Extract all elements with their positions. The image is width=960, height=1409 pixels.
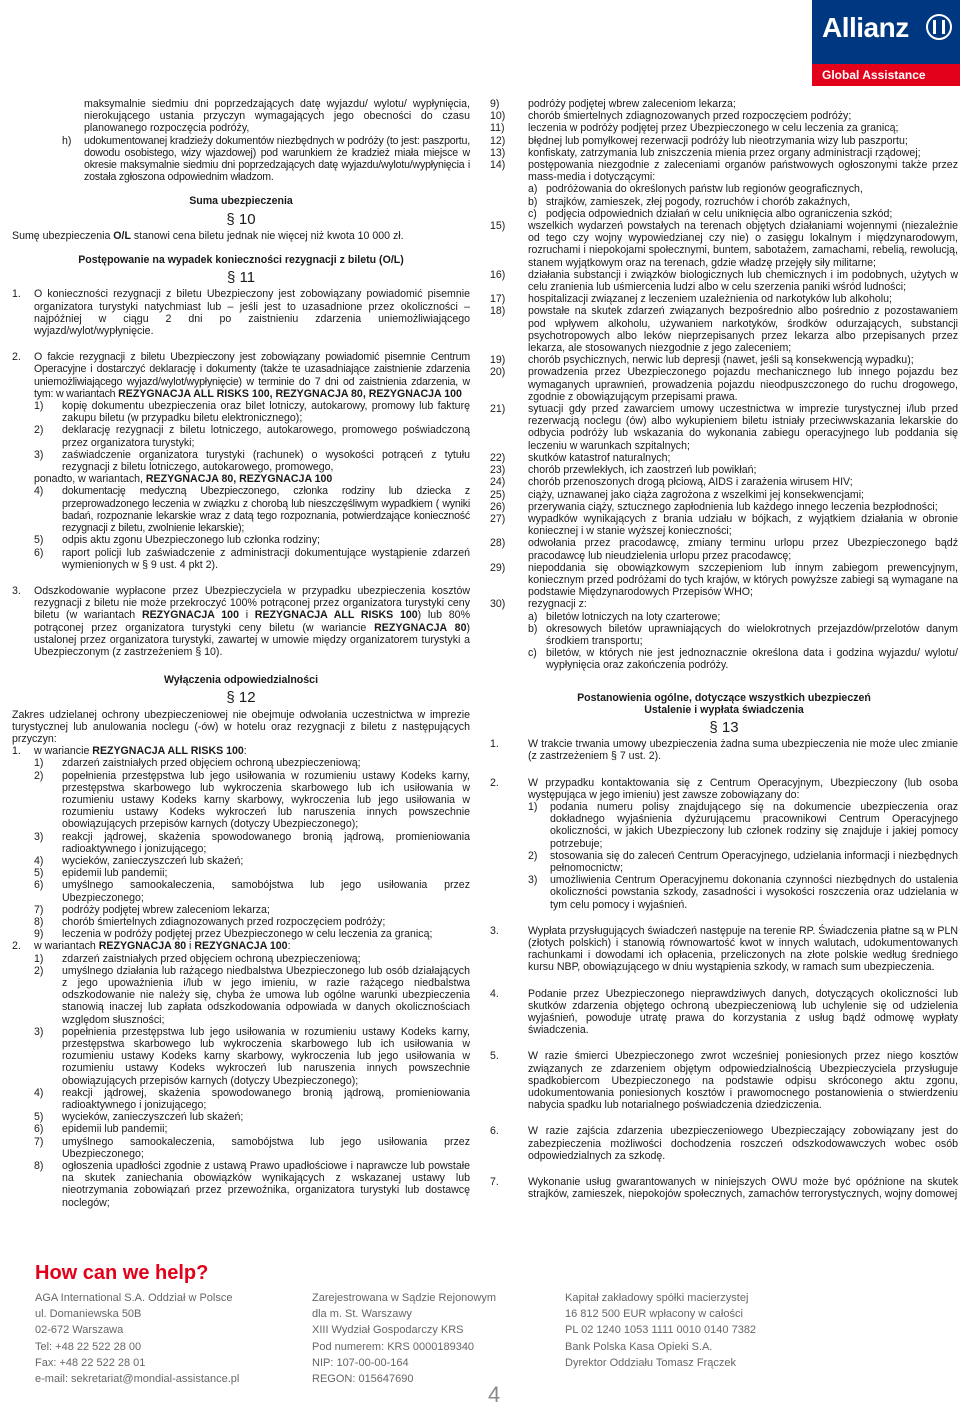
text: zaświadczenie organizatora turystyki (rachunek) o wysokości potrąceń z tytułu rezygnacji z biletu lotniczego, autokarowego, promowego, (62, 448, 470, 474)
num: 14) (490, 159, 506, 172)
g-item-5 (490, 1050, 958, 1111)
list-item (12, 928, 470, 940)
num: 16) (490, 268, 506, 281)
text: zdarzeń zaistniałych przed objęciem ochroną ubezpieczeniową; (62, 757, 361, 770)
text: Wypłata przysługujących świadczeń następuje na terenie RP. Świadczenia płatne są w PLN (złotych polskich) i stanowią równowartość kwot w innych walutach, udokumentowanych rachunkami i dowodami ich opłacenia, przeliczonych na złote polskie według średniego kursu NBP, obowiązującego w dniu wystąpienia szkody, w ramach sum ubezpieczenia. (528, 924, 958, 974)
num: 4) (34, 485, 44, 498)
list-item (490, 464, 958, 476)
text: podróży podjętej wbrew zaleceniom lekarza; (62, 903, 270, 916)
list-item (490, 293, 958, 305)
text: prowadzenia przez Ubezpieczonego pojazdu mechanicznego lub innego pojazdu bez wymaganych uprawnień, prowadzenia pojazdu nieodpuszczonego do ruchu drogowego, zgodnie z obowiązującym przepisami prawa. (528, 366, 958, 403)
footer-line: Kapitał zakładowy spółki macierzystej (565, 1292, 749, 1304)
sub-item (490, 183, 958, 195)
b: REZYGNACJA ALL RISKS 100 (254, 609, 418, 622)
variants-bold: REZYGNACJA ALL RISKS 100, REZYGNACJA 80, REZYGNACJA 100 (118, 387, 462, 400)
list-item (490, 305, 958, 354)
num: 5) (34, 867, 44, 880)
text: ogłoszenia upadłości zgodnie z ustawą Prawo upadłościowe i naprawcze lub powstałe na skutek zaniechania obowiązków wynikających z wskazanej ustawy lub nieotrzymania zobowiązań przez przewoźnika, organizatora turystyki lub dostawcę noclegów; (62, 1160, 470, 1209)
intro-paragraph (12, 98, 470, 135)
logo-subtitle: Global Assistance (812, 64, 960, 86)
v1-list (12, 757, 470, 940)
num: 3) (528, 874, 538, 887)
footer-email[interactable]: e-mail: sekretariat@mondial-assistance.pl (35, 1373, 240, 1386)
list-item (12, 1111, 470, 1123)
list-item (12, 916, 470, 928)
text: wypadków wynikających z brania udziału w bójkach, z wyjątkiem działania w obronie koniecznej i w stanie wyższej konieczności; (528, 512, 958, 538)
g-item-2 (490, 777, 958, 801)
text: strajków, zamieszek, złej pogody, rozruchów i chorób zakaźnych, (546, 195, 851, 208)
footer-line: PL 02 1240 1053 1111 0010 0140 7382 (565, 1324, 757, 1337)
num: 17) (490, 293, 506, 306)
num: 18) (490, 305, 506, 318)
num: 12) (490, 134, 506, 147)
paragraph-12: § 12 (226, 689, 256, 707)
text: epidemii lub pandemii; (62, 1123, 168, 1136)
mid-bold: REZYGNACJA 80, REZYGNACJA 100 (145, 473, 333, 486)
num: 13) (490, 146, 506, 159)
text: reakcji jądrowej, skażenia spowodowanego bronią jądrową, promieniowania radioaktywnego i jonizującego; (62, 1086, 470, 1112)
num: a) (528, 610, 538, 623)
pre: w wariancie (34, 745, 93, 758)
list-item (12, 879, 470, 903)
right-column (490, 98, 958, 1200)
footer-line: Tel: +48 22 522 28 00 (35, 1340, 142, 1353)
footer-line: Pod numerem: KRS 0000189340 (312, 1340, 475, 1353)
footer-line: 16 812 500 EUR wpłacony w całości (565, 1308, 743, 1321)
num: 7) (34, 1135, 44, 1148)
num: 27) (490, 512, 506, 525)
num: 2) (34, 424, 44, 437)
list-item (490, 598, 958, 610)
list-item (12, 770, 470, 831)
text: ciąży, uznawanej jako ciąża zagrożona z wszelkimi jej konsekwencjami; (528, 488, 865, 501)
footer-company (35, 1290, 239, 1387)
num: 3. (12, 584, 21, 597)
text: dokumentację medyczną Ubezpieczonego, członka rodziny lub dziecka z przeprowadzonego leczenia w związku z chorobą lub nieszczęśliwym wypadkiem ( wyniki badań, rozpoznanie lekarskie wraz z datą tego rozpoznania, potwierdzające konieczność rezygnacji z biletu, zwolnienie lekarskie); (62, 485, 470, 535)
num: c) (528, 647, 537, 660)
text: działania substancji i związków biologicznych lub chemicznych i im podobnych, użytych w celu zranienia lub uśmiercenia ludzi albo w celu szerzenia paniki wśród ludności; (528, 268, 958, 294)
text: reakcji jądrowej, skażenia spowodowanego bronią jądrową, promieniowania radioaktywnego i jonizującego; (62, 830, 470, 855)
num: 26) (490, 500, 506, 513)
text: raport policji lub zaświadczenie z administracji dokumentujące wystąpienie zdarzeń wymienionych w § 9 ust. 4 pkt 2). (62, 546, 470, 571)
list-item (12, 485, 470, 534)
num: 9) (34, 928, 44, 941)
sub-item (490, 196, 958, 208)
num: 1) (34, 400, 44, 413)
num: 6) (34, 546, 44, 559)
t: Odszkodowanie wypłacone przez Ubezpieczyciela w przypadku ubezpieczenia kosztów rezygnacji z biletu nie może przekroczyć 100% potrąconej przez organizatora turystyki ceny biletu (w wariantach (34, 584, 470, 622)
text: kopię dokumentu ubezpieczenia oraz bilet lotniczy, autokarowy, promowy lub fakturę zakupu biletu (w przypadku biletu elektronicznego); (62, 400, 470, 425)
list-item (490, 98, 958, 110)
num: 6) (34, 1123, 44, 1136)
text: skutków katastrof naturalnych; (528, 451, 671, 464)
intro-text: maksymalnie siedmiu dni poprzedzających datę wyjazdu/ wylotu/ wypłynięcia, nierokującego ustania przyczyn wymagających jego obecności do czasu planowanego rozpoczęcia podróży, (84, 98, 470, 135)
list-item (490, 366, 958, 403)
num: 10) (490, 110, 506, 123)
list-item (490, 269, 958, 293)
b: REZYGNACJA 80 (374, 621, 467, 634)
paragraph-11: § 11 (226, 269, 256, 287)
text: konfiskaty, zatrzymania lub zniszczenia mienia przez organy administracji rządowej; (528, 146, 921, 159)
list-item (490, 159, 958, 183)
list-item (12, 855, 470, 867)
section-11-2 (12, 351, 470, 400)
num: c) (528, 207, 537, 220)
list-item (12, 449, 470, 473)
num: b) (528, 195, 538, 208)
list-item (12, 953, 470, 965)
num: 1) (528, 800, 538, 813)
num: 2) (34, 769, 44, 782)
text: błędnej lub pomyłkowej rezerwacji podróży lub nieotrzymania wizy lub paszportu; (528, 134, 908, 147)
list-item (490, 501, 958, 513)
footer-line: XIII Wydział Gospodarczy KRS (312, 1324, 464, 1337)
text: deklarację rezygnacji z biletu lotniczego, autokarowego, promowego poświadczoną przez organizatora turystyki; (62, 424, 470, 449)
sub-item (490, 850, 958, 874)
num: 7) (34, 903, 44, 916)
pre: w wariantach (34, 940, 99, 953)
list-item (12, 534, 470, 546)
wyl-intro: Zakres udzielanej ochrony ubezpieczeniowej nie obejmuje odwołania uczestnictwa w imprezie turystycznej lub anulowania noclegu (-ów) w hotelu oraz rezygnacji z biletu z następujących przyczyn: (12, 708, 470, 745)
num: 29) (490, 561, 506, 574)
suma-post: stanowi cena biletu jednak nie więcej niż kwota 10 000 zł. (130, 229, 404, 242)
text: odpis aktu zgonu Ubezpieczonego lub członka rodziny; (62, 534, 320, 547)
text: O konieczności rezygnacji z biletu Ubezpieczony jest zobowiązany powiadomić pisemnie organizatora turystyki natychmiast lub – jeśli jest to uzasadnione przez okoliczności – najpóźniej w ciągu 2 dni po zaistnieniu zdarzenia uniemożliwiającego wyjazd/wylot/wypłynięcie. (34, 288, 470, 338)
text: biletów lotniczych na loty czarterowe; (546, 610, 721, 623)
list-item (12, 965, 470, 1026)
text: umyślnego samookaleczenia, samobójstwa lub jego usiłowania przez Ubezpieczonego; (62, 1135, 470, 1160)
section-11-1 (12, 288, 470, 337)
text: zdarzeń zaistniałych przed objęciem ochroną ubezpieczeniową; (62, 952, 361, 965)
list-item (490, 562, 958, 599)
num: 2. (12, 940, 21, 953)
s2-list2 (12, 485, 470, 570)
g-item-7 (490, 1176, 958, 1200)
t: i (238, 609, 255, 622)
text: popełnienia przestępstwa lub jego usiłowania w rozumieniu ustawy Kodeks karny, przestępstwa skarbowego lub wykroczenia skarbowego lub ich usiłowania w rozumieniu ustawy Kodeks karny skarbowy, wykroczenia lub jego usiłowania w rozumieniu ustawy Kodeks wykroczeń lub naruszenia innych powszechnie obowiązujących przepisów karnych (dotyczy Ubezpieczonego); (62, 1025, 470, 1087)
text: leczenia w podróży podjętej przez Ubezpieczonego w celu leczenia za granicą; (62, 928, 433, 941)
text: podania numeru polisy znajdującego się na dokumencie ubezpieczenia oraz dokładnego wyjaśnienia dyżurującemu pracownikowi Centrum Operacyjnego okoliczności, w jakich Ubezpieczony lub członek rodziny się znajduje i jakiej pomocy potrzebuje; (550, 800, 958, 850)
num: 5. (490, 1050, 499, 1063)
text: Podanie przez Ubezpieczonego nieprawdziwych danych, dotyczących okoliczności lub skutków zdarzenia objętego ochroną ubezpieczeniową lub uchylenie się od udzielenia wyjaśnień, powoduje utratę prawa do korzystania z usług bądź odmowę wypłaty świadczenia. (528, 987, 958, 1037)
text: postępowania niezgodnie z zaleceniami organów państwowych ogłoszonymi także przez mass-media i dotyczącymi: (528, 159, 958, 184)
num: 8) (34, 915, 44, 928)
num: 25) (490, 488, 506, 501)
list-item (490, 403, 958, 452)
footer-line: dla m. St. Warszawy (312, 1308, 412, 1321)
text: hospitalizacji związanej z leczeniem uzależnienia od narkotyków lub alkoholu; (528, 293, 892, 306)
text: popełnienia przestępstwa lub jego usiłowania w rozumieniu ustawy Kodeks karny, przestępstwa skarbowego lub wykroczenia skarbowego lub ich usiłowania w rozumieniu ustawy Kodeks karny skarbowy, wykroczenia lub jego usiłowania w rozumieniu ustawy Kodeks wykroczeń lub naruszenia innych powszechnie obowiązujących przepisów karnych (dotyczy Ubezpieczonego); (62, 769, 470, 831)
v2-list (12, 953, 470, 1209)
footer-line: AGA International S.A. Oddział w Polsce (35, 1292, 233, 1304)
item-h (12, 135, 470, 184)
text: odwołania przez pracodawcę, zmiany terminu urlopu przez Ubezpieczonego bądź pracodawcę lub nieudzielenia urlopu przez pracodawcę; (528, 537, 958, 562)
text: biletów, w których nie jest jednoznacznie określona data i godzina wyjazdu/ wylotu/ wypłynięcia oraz zakończenia podróży. (546, 647, 958, 672)
suma-text (12, 230, 470, 242)
list-item (12, 424, 470, 448)
num: 5) (34, 534, 44, 547)
text: umyślnego działania lub rażącego niedbalstwa Ubezpieczonego lub osób działających z jego upoważnienia i/lub w jego imieniu, w razie rażącego niedbalstwa odszkodowanie nie należy się, chyba że umowa lub ogólne warunki ubezpieczenia stanowią inaczej lub zapłata odszkodowania odpowiada w danych okolicznościach względom słuszności; (62, 964, 470, 1026)
exclusions-list-cont (490, 98, 958, 672)
text: Wykonanie usług gwarantowanych w niniejszych OWU może być opóźnione na skutek strajków, zamieszek, niepokojów społecznych, zamachów terrorystycznych, wojny domowej (528, 1176, 958, 1201)
section-11-3 (12, 585, 470, 658)
logo-brand: Allianz (822, 12, 909, 43)
footer-capital (565, 1290, 756, 1371)
sub-item (490, 874, 958, 911)
bold: REZYGNACJA 80 (98, 940, 187, 953)
s2-list (12, 400, 470, 473)
num: 4) (34, 1086, 44, 1099)
text: umyślnego samookaleczenia, samobójstwa lub jego usiłowania przez Ubezpieczonego; (62, 879, 470, 904)
list-item (490, 220, 958, 269)
bold: REZYGNACJA 100 (194, 940, 288, 953)
variant-2: 2. w wariantach REZYGNACJA 80 i REZYGNACJA 100: (12, 940, 291, 953)
text: chorób śmiertelnych zdiagnozowanych przed rozpoczęciem podróży; (528, 110, 852, 123)
text: epidemii lub pandemii; (62, 867, 168, 880)
num: 6) (34, 879, 44, 892)
text: podróżowania do określonych państw lub regionów geograficznych, (546, 183, 863, 196)
text: wycieków, zanieczyszczeń lub skażeń; (62, 854, 244, 867)
num: 1. (490, 738, 499, 751)
num: b) (528, 622, 538, 635)
heading-ustalenie: Ustalenie i wypłata świadczenia (644, 703, 804, 716)
footer-line: 02-672 Warszawa (35, 1324, 124, 1337)
text: W razie śmierci Ubezpieczonego zwrot wcześniej poniesionych przez niego kosztów związanych ze zdarzeniem objętym odpowiedzialnością Ubezpieczyciela przysługuje spadkobiercom Ubezpieczonego na podstawie odpisu skróconego aktu zgonu, udokumentowania poniesionych kosztów i prawomocnego postanowienia o stwierdzeniu nabycia spadku lub notarialnego poświadczenia dziedziczenia. (528, 1050, 958, 1112)
text: O fakcie rezygnacji z biletu Ubezpieczony jest zobowiązany powiadomić pisemnie Centrum Operacyjne i dostarczyć deklarację i dokumenty (także te uzasadniające zaistnienie zdarzenia uniemożliwiającego wyjazd/wylot/wypłynięcie) w terminie do 7 dni od zaistnienia zdarzenia, w tym: w wariantach (34, 351, 470, 400)
num: 28) (490, 537, 506, 550)
list-item (490, 513, 958, 537)
text: podjęcia odpowiednich działań w celu uniknięcia albo ograniczenia szkód; (546, 207, 893, 220)
num: 23) (490, 464, 506, 477)
num: 21) (490, 403, 506, 416)
footer-line: NIP: 107-00-00-164 (312, 1356, 409, 1369)
text: leczenia w podróży podjętej przez Ubezpieczonego w celu leczenia za granicą; (528, 122, 899, 135)
g-item-1 (490, 738, 958, 762)
footer-registration (312, 1290, 496, 1387)
text: przerywania ciąży, sztucznego zapłodnienia lub każdego innego leczenia bezpłodności; (528, 500, 938, 513)
num: 20) (490, 366, 506, 379)
num: 1) (34, 757, 44, 770)
num: 3) (34, 830, 44, 843)
sub-item (490, 647, 958, 671)
suma-bold: O/L (113, 229, 131, 242)
num: 1. (12, 745, 21, 758)
footer-line: Dyrektor Oddziału Tomasz Frączek (565, 1356, 736, 1369)
text: stosowania się do zaleceń Centrum Operacyjnego, udzielania informacji i niezbędnych pełnomocnictw; (550, 849, 958, 874)
text: wycieków, zanieczyszczeń lub skażeń; (62, 1111, 244, 1124)
num: 7. (490, 1176, 499, 1189)
num: 2) (528, 849, 538, 862)
list-item (490, 147, 958, 159)
num: 9) (490, 98, 500, 110)
list-item (12, 1026, 470, 1087)
left-column (12, 98, 470, 1209)
t: ) lub 80% potrąconej przez organizatora turystyki ceny biletu (w wariancie (34, 609, 470, 634)
num: a) (528, 183, 538, 196)
text: umożliwienia Centrum Operacyjnemu dokonania czynności niezbędnych do ustalenia okoliczności powstania szkody, zasadności i wysokości roszczenia oraz udzielania w tym celu pomocy i wyjaśnień. (550, 874, 958, 911)
s2-mid (12, 473, 470, 485)
heading-postanowienia: Postanowienia ogólne, dotyczące wszystkich ubezpieczeń (577, 691, 871, 704)
num: 4) (34, 854, 44, 867)
list-item (12, 831, 470, 855)
variant-1: 1. w wariancie REZYGNACJA ALL RISKS 100: (12, 745, 247, 758)
num: 1. (12, 288, 21, 301)
num: 2. (490, 776, 499, 789)
text: W trakcie trwania umowy ubezpieczenia żadna suma ubezpieczenia nie może ulec zmianie (z zastrzeżeniem § 7 ust. 2). (528, 738, 958, 763)
num: 3) (34, 448, 44, 461)
text: podróży podjętej wbrew zaleceniom lekarza; (528, 98, 736, 110)
page-number: 4 (488, 1382, 501, 1407)
allianz-logo (812, 0, 960, 86)
list-item (12, 867, 470, 879)
text: wszelkich wydarzeń powstałych na terenach objętych działaniami wojennymi (niezależnie od tego czy wojny wypowiedzianej czy nie) o zasięgu lokalnym i międzynarodowym, rozruchami i niepokojami społecznymi, buntem, sabotażem, zamachami, rebelią, rewolucją, stanem wyjątkowym oraz na terenach, gdzie władzę przejęły siły militarne; (528, 220, 958, 269)
num: 2) (34, 964, 44, 977)
list-item (490, 110, 958, 122)
sub-item (490, 208, 958, 220)
t: ) ustalonej przez organizatora turystyki, zawartej w umowie między organizatorem turystyki a Ubezpieczonym (z zastrzeżeniem § 10). (34, 621, 470, 658)
list-item (12, 757, 470, 769)
mid-pre: ponadto, w wariantach, (34, 473, 146, 486)
text: niepoddania się obowiązkowym szczepieniom lub innym zabiegom prewencyjnym, koniecznym przed podróżami do tych krajów, w których powyższe zabiegi są wymagane na podstawie Międzynarodowych Przepisów WHO; (528, 561, 958, 599)
list-item (490, 354, 958, 366)
paragraph-10: § 10 (226, 210, 256, 228)
g-item-6 (490, 1125, 958, 1162)
b: REZYGNACJA 100 (141, 609, 239, 622)
suma-pre: Sumę ubezpieczenia (12, 229, 114, 242)
list-item (12, 904, 470, 916)
text: chorób przenoszonych drogą płciową, AIDS i zarażenia wirusem HIV; (528, 476, 853, 489)
text: chorób psychicznych, nerwic lub depresji (nawet, jeśli są konsekwencją wypadku); (528, 354, 914, 367)
g-item-4 (490, 988, 958, 1037)
num: 6. (490, 1125, 499, 1138)
list-item (12, 1123, 470, 1135)
num: 30) (490, 598, 506, 611)
text: rezygnacji z: (528, 598, 587, 611)
footer-title: How can we help? (35, 1262, 209, 1284)
num: 8) (34, 1160, 44, 1173)
list-item (490, 452, 958, 464)
paragraph-13: § 13 (709, 718, 739, 736)
text: powstałe na skutek zdarzeń związanych bezpośrednio albo pośrednio z pozostawaniem pod wpływem alkoholu, używaniem narkotyków, środków odurzających, substancji psychotropowych albo leków nieprzepisanych przez lekarza albo przepisanych przez lekarza, ale stosowanych niezgodnie z jego zaleceniem; (528, 305, 958, 355)
g-item-3 (490, 925, 958, 974)
list-item (490, 476, 958, 488)
heading-postepowanie: Postępowanie na wypadek konieczności rezygnacji z biletu (O/L) (78, 254, 404, 267)
heading-wylaczenia: Wyłączenia odpowiedzialności (163, 674, 319, 687)
text: W razie zajścia zdarzenia ubezpieczeniowego Ubezpieczający zobowiązany jest do zabezpieczenia możliwości dochodzenia roszczeń odszkodowawczych wobec osób odpowiedzialnych za szkodę. (528, 1125, 958, 1162)
item-h-text: udokumentowanej kradzieży dokumentów niezbędnych w podróży (to jest: paszportu, dowodu osobistego, wizy wjazdowej) pod warunkiem że kradzież miała miejsce w okresie maksymalnie siedmiu dni poprzedzających datę wyjazdu/wylotu/wypłynięcia i została zgłoszona odpowiednim władzom. (84, 134, 470, 184)
text: chorób śmiertelnych zdiagnozowanych przed rozpoczęciem podróży; (62, 915, 386, 928)
num: 2. (12, 351, 21, 364)
text: chorób przewlekłych, ich zaostrzeń lub powikłań; (528, 464, 757, 477)
allianz-eagle-icon (926, 14, 952, 40)
sub-item (490, 611, 958, 623)
num: 5) (34, 1111, 44, 1124)
num: 19) (490, 354, 506, 367)
num: 15) (490, 220, 506, 233)
list-item (12, 1136, 470, 1160)
mid: i (186, 940, 195, 953)
heading-suma: Suma ubezpieczenia (189, 195, 293, 208)
list-item (490, 489, 958, 501)
footer-line: REGON: 015647690 (312, 1373, 414, 1386)
num: 22) (490, 451, 506, 464)
num: 1) (34, 952, 44, 965)
footer-line: Bank Polska Kasa Opieki S.A. (565, 1340, 713, 1353)
num: 11) (490, 122, 505, 135)
footer-line: ul. Domaniewska 50B (35, 1308, 142, 1321)
list-item (12, 1160, 470, 1209)
text: okresowych biletów uprawniających do wielokrotnych przejazdów/przelotów danym środkiem transportu; (546, 622, 958, 647)
list-item (490, 122, 958, 134)
num: 3. (490, 924, 499, 937)
footer-line: Fax: +48 22 522 28 01 (35, 1356, 146, 1369)
footer-line: Zarejestrowana w Sądzie Rejonowym (312, 1292, 497, 1304)
sub-item (490, 623, 958, 647)
list-item (490, 537, 958, 561)
list-item (12, 1087, 470, 1111)
num: 4. (490, 987, 499, 1000)
bold: REZYGNACJA ALL RISKS 100 (92, 745, 244, 758)
list-item (490, 135, 958, 147)
item-h-num: h) (62, 134, 72, 147)
text: W przypadku kontaktowania się z Centrum Operacyjnym, Ubezpieczony (lub osoba występująca w jego imieniu) jest zawsze zobowiązany do: (528, 776, 958, 801)
text: sytuacji gdy przed zawarciem umowy uczestnictwa w imprezie turystycznej i/lub przed rezerwacją noclegu (ów) albo wykupieniem biletu istniały przeciwwskazania lekarskie do odbycia podróży lub wskazania do wykonania zabiegu operacyjnego lub poddania się leczeniu w warunkach szpitalnych; (528, 403, 958, 452)
list-item (12, 547, 470, 571)
sub-item (490, 801, 958, 850)
list-item (12, 400, 470, 424)
num: 3) (34, 1025, 44, 1038)
num: 24) (490, 476, 506, 489)
